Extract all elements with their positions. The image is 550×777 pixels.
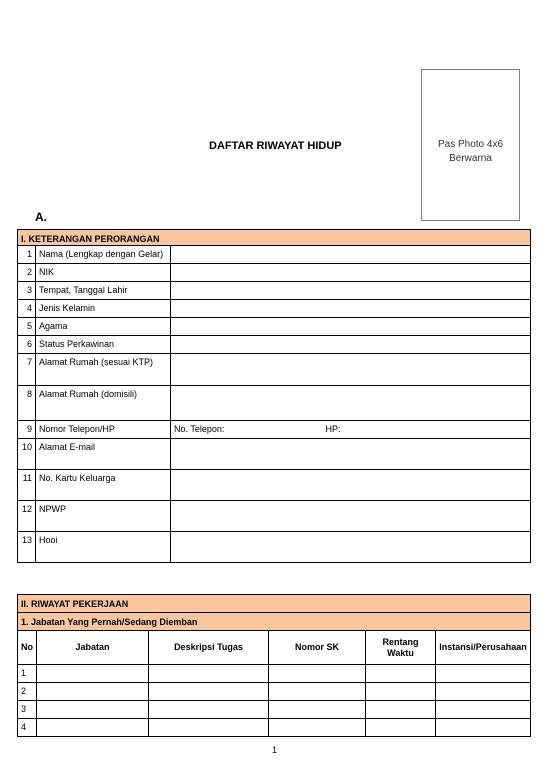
field-value[interactable] [171,246,531,264]
field-label: Hooi [36,532,171,563]
table-row [18,264,531,282]
row-number: 7 [18,354,36,386]
cell[interactable] [436,701,531,719]
table-row [18,318,531,336]
cell[interactable] [436,665,531,683]
cell[interactable] [269,683,366,701]
field-label: NPWP [36,501,171,532]
column-header-rentang: Rentang Waktu [366,631,436,665]
row-number: 6 [18,336,36,354]
cell[interactable] [149,683,269,701]
row-number: 11 [18,470,36,501]
row-number: 2 [18,683,37,701]
row-number: 3 [18,701,37,719]
field-label: Status Perkawinan [36,336,171,354]
row-number: 1 [18,665,37,683]
column-header-nomor-sk: Nomor SK [269,631,366,665]
column-header-instansi: Instansi/Perusahaan [436,631,531,665]
cell[interactable] [366,665,436,683]
cell[interactable] [37,719,149,737]
row-number: 1 [18,246,36,264]
cell[interactable] [37,683,149,701]
row-number: 4 [18,719,37,737]
cell[interactable] [366,719,436,737]
row-number: 2 [18,264,36,282]
field-value[interactable] [171,354,531,386]
field-value[interactable] [171,501,531,532]
field-label: NIK [36,264,171,282]
personal-info-header-row [18,230,531,246]
row-number: 9 [18,421,36,439]
table-row [18,439,531,470]
column-header-row [18,631,531,665]
table-row [18,683,531,701]
field-label: Alamat Rumah (domisili) [36,386,171,421]
field-value[interactable] [171,470,531,501]
phone-field[interactable]: No. Telepon: [171,421,326,439]
table-row [18,701,531,719]
photo-placeholder [421,69,520,221]
cell[interactable] [149,665,269,683]
cell[interactable] [37,701,149,719]
cell[interactable] [366,701,436,719]
table-row [18,282,531,300]
field-value[interactable] [171,532,531,563]
page-number: 1 [272,745,278,755]
field-label: Tempat, Tanggal Lahir [36,282,171,300]
row-number: 13 [18,532,36,563]
row-number: 8 [18,386,36,421]
cell[interactable] [436,719,531,737]
personal-info-table [17,229,531,563]
table-row [18,421,531,439]
cell[interactable] [269,719,366,737]
column-header-deskripsi: Deskripsi Tugas [149,631,269,665]
work-history-title: II. RIWAYAT PEKERJAAN [18,595,531,613]
field-value[interactable] [171,282,531,300]
cell[interactable] [37,665,149,683]
cell[interactable] [269,665,366,683]
table-row [18,246,531,264]
table-row [18,532,531,563]
work-history-subtitle: 1. Jabatan Yang Pernah/Sedang Diemban [18,613,531,631]
cell[interactable] [149,701,269,719]
table-row [18,386,531,421]
work-history-subheader-row [18,613,531,631]
table-row [18,354,531,386]
field-value[interactable] [171,300,531,318]
hp-field[interactable]: HP: [326,421,531,439]
field-label: Alamat Rumah (sesuai KTP) [36,354,171,386]
field-label: Nomor Telepon/HP [36,421,171,439]
cell[interactable] [149,719,269,737]
row-number: 5 [18,318,36,336]
table-row [18,665,531,683]
table-row [18,501,531,532]
field-value[interactable] [171,336,531,354]
table-row [18,719,531,737]
table-row [18,336,531,354]
cell[interactable] [269,701,366,719]
column-header-jabatan: Jabatan [37,631,149,665]
field-label: Nama (Lengkap dengan Gelar) [36,246,171,264]
work-history-table [17,594,531,737]
personal-info-title: I. KETERANGAN PERORANGAN [18,230,531,246]
row-number: 10 [18,439,36,470]
row-number: 12 [18,501,36,532]
row-number: 3 [18,282,36,300]
table-row [18,300,531,318]
field-value[interactable] [171,386,531,421]
field-label: Jenis Kelamin [36,300,171,318]
cell[interactable] [366,683,436,701]
section-a-label: A. [35,210,47,224]
photo-label-line2: Berwarna [449,153,492,164]
photo-label-line1: Pas Photo 4x6 [437,139,504,150]
work-history-header-row [18,595,531,613]
field-label: Alamat E-mail [36,439,171,470]
field-value[interactable] [171,318,531,336]
cell[interactable] [436,683,531,701]
table-row [18,470,531,501]
column-header-no: No [18,631,37,665]
field-label: Agama [36,318,171,336]
field-label: No. Kartu Keluarga [36,470,171,501]
document-title: DAFTAR RIWAYAT HIDUP [209,140,342,152]
field-value[interactable] [171,264,531,282]
field-value[interactable] [171,439,531,470]
row-number: 4 [18,300,36,318]
